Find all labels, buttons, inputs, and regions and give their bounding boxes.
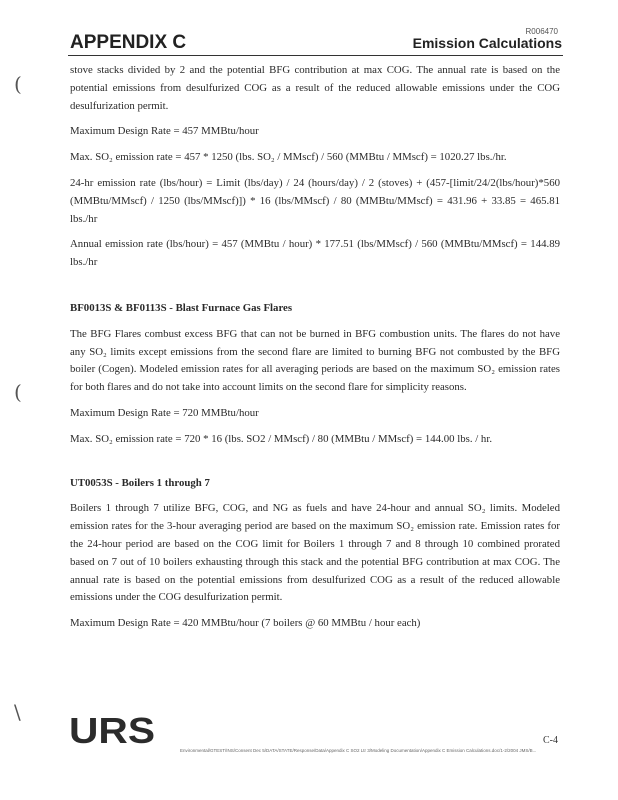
24hr-emission-rate-stoves: 24-hr emission rate (lbs/hour) = Limit (lbs/day) / 24 (hours/day) / 2 (stoves) + (457-[limit/24/2(lbs/hour)*560 (MMBtu/MMscf) / 1250 (lbs/MMscf)]) * 16 (lbs/MMscf) / 80 (MMBtu/MMscf) = 431.96 + 33.85 = 465.81 lbs./hr (70, 176, 560, 225)
document-body (70, 62, 560, 641)
header-rule (68, 55, 563, 56)
paragraph-bfg-flares: The BFG Flares combust excess BFG that can not be burned in BFG combustion units. The flares do not have any SO₂ limits except emissions from the second flare are limited to burning BFG not combusted by the BFG boiler (Cogen). Modeled emission rates for all averaging periods are based on the maximum SO₂ emission rates for both flares and do not take into account limits on the second flare for simplicity reasons. (70, 327, 560, 394)
max-design-rate-flares: Maximum Design Rate = 720 MMBtu/hour (70, 406, 259, 419)
margin-bracket-mark: \ (14, 700, 21, 724)
document-code: R006470 (525, 27, 558, 36)
max-design-rate-stoves: Maximum Design Rate = 457 MMBtu/hour (70, 125, 259, 138)
margin-bracket-mark: ( (14, 380, 22, 404)
heading-boilers: UT0053S - Boilers 1 through 7 (70, 476, 210, 489)
urs-logo-graphic (68, 712, 156, 746)
margin-bracket-mark: ( (14, 72, 22, 96)
urs-logo (68, 712, 156, 746)
section-title: Emission Calculations (412, 35, 562, 51)
heading-bfg-flares: BF0013S & BF0113S - Blast Furnace Gas Flares (70, 301, 293, 314)
paragraph-boilers: Boilers 1 through 7 utilize BFG, COG, and NG as fuels and have 24-hour and annual SO₂ limits. Modeled emission rates for the 3-hour averaging period are based on the maximum SO₂ emission rate. Emission rates for the 24-hour period are based on the COG limit for Boilers 1 through 7 and 8 through 10 combined prorated based on 7 out of 10 boilers exhausting through this stack and the potential BFG contribution at max COG. The annual rate is based on the potential emissions from desulfurized COG as a result of the reduced allowable emissions under the COG desulfurization permit. (70, 502, 560, 604)
appendix-label: APPENDIX C (70, 32, 187, 53)
max-design-rate-boilers: Maximum Design Rate = 420 MMBtu/hour (7 boilers @ 60 MMBtu / hour each) (70, 617, 421, 630)
footer-file-path: Environmental/GTEST/INS/Consent Dec 5/DATA/STATE/Response/Data/Appendix C SO2 Ltr 3/Modeling Documentation/Appendix C Emission Calculations.doc/1-2/2004 JMS/B... (180, 748, 537, 753)
paragraph-stove-stacks: stove stacks divided by 2 and the potential BFG contribution at max COG. The annual rate is based on the potential emissions from desulfurized COG as a result of the reduced allowable emissions under the COG desulfurization permit. (70, 64, 560, 112)
page-number: C-4 (543, 735, 558, 746)
urs-logo-text: URS (69, 712, 155, 746)
max-so2-emission-rate-stoves: Max. SO₂ emission rate = 457 * 1250 (lbs. SO₂ / MMscf) / 560 (MMBtu / MMscf) = 1020.27 lbs./hr. (70, 151, 507, 164)
max-so2-emission-rate-flares: Max. SO₂ emission rate = 720 * 16 (lbs. SO2 / MMscf) / 80 (MMBtu / MMscf) = 144.00 lbs. / hr. (70, 432, 493, 445)
annual-emission-rate-stoves: Annual emission rate (lbs/hour) = 457 (MMBtu / hour) * 177.51 (lbs/MMscf) / 560 (MMBtu/MMscf) = 144.89 lbs./hr (70, 238, 560, 269)
